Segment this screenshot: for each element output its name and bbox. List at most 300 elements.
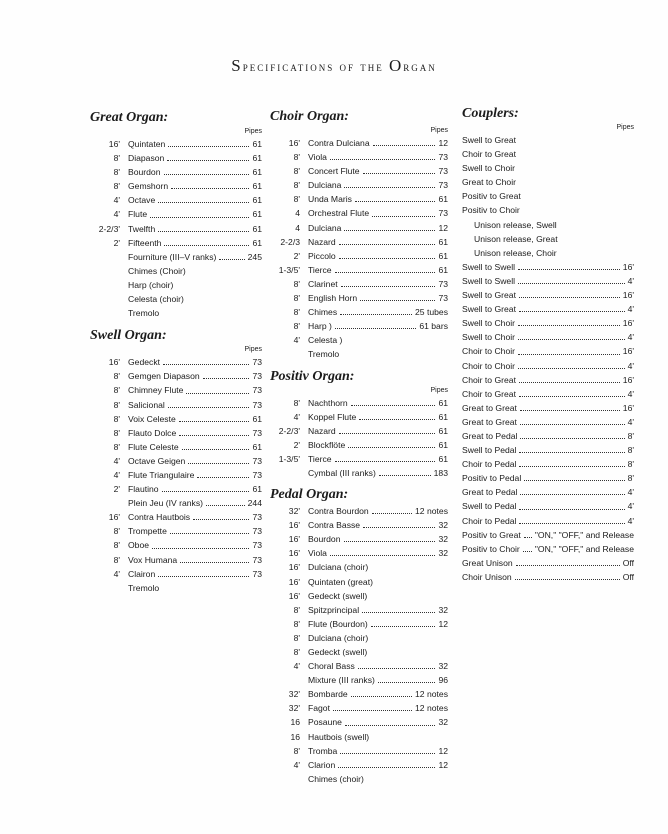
stop-footage: 4	[295, 208, 300, 219]
coupler-row	[462, 189, 634, 203]
stop-row	[90, 567, 262, 581]
stop-row	[270, 546, 448, 560]
coupler-name: Unison release, Great	[474, 233, 558, 244]
couplers-heading: Couplers:	[462, 106, 519, 121]
coupler-value: 16'	[622, 374, 634, 385]
stop-name: Contra Hautbois	[128, 512, 191, 523]
stop-name: Concert Flute	[308, 166, 360, 177]
pipe-count: 73	[252, 357, 262, 368]
dot-leader	[519, 373, 620, 383]
stop-row	[270, 424, 448, 438]
dot-leader	[179, 412, 250, 422]
dot-leader	[519, 443, 624, 453]
stop-row	[270, 518, 448, 532]
pipe-count: 73	[438, 180, 448, 191]
stop-footage: 8'	[293, 293, 300, 304]
stop-footage: 16'	[288, 534, 300, 545]
dot-leader	[360, 291, 435, 301]
stop-name: Flute Triangulaire	[128, 469, 195, 480]
stop-name: Chimney Flute	[128, 385, 184, 396]
stop-footage: 16'	[288, 520, 300, 531]
stop-footage: 8'	[293, 745, 300, 756]
stop-row	[270, 410, 448, 424]
stop-row	[270, 631, 448, 645]
stop-row	[270, 164, 448, 178]
coupler-name: Choir to Pedal	[462, 515, 517, 526]
stop-name: Viola	[308, 152, 327, 163]
stop-name: Blockflöte	[308, 439, 346, 450]
coupler-name: Swell to Choir	[462, 318, 516, 329]
pipe-count: 73	[252, 512, 262, 523]
pipe-count: 61	[252, 413, 262, 424]
stop-footage: 16'	[108, 512, 120, 523]
stop-name: Tremolo	[308, 349, 340, 360]
right-column	[462, 105, 634, 584]
stop-footage: 8'	[293, 632, 300, 643]
stop-row	[90, 278, 262, 292]
stop-footage	[90, 306, 120, 320]
stop-footage: 8'	[293, 397, 300, 408]
dot-leader	[162, 482, 250, 492]
dot-leader	[330, 150, 435, 160]
pipe-count: 32	[438, 604, 448, 615]
stop-name: Trompette	[128, 526, 167, 537]
stop-footage: 8'	[293, 180, 300, 191]
dot-leader	[197, 468, 249, 478]
stop-row	[90, 412, 262, 426]
stop-footage: 8'	[113, 371, 120, 382]
stop-footage: 16'	[288, 576, 300, 587]
stop-row	[270, 347, 448, 361]
stop-row	[90, 454, 262, 468]
stop-name: Unda Maris	[308, 194, 352, 205]
stop-row	[90, 369, 262, 383]
coupler-row	[462, 344, 634, 358]
coupler-value: "ON," "OFF," and Release	[534, 543, 634, 554]
stop-row	[90, 538, 262, 552]
pipes-label: Pipes	[430, 386, 448, 394]
stop-footage	[90, 581, 120, 595]
stop-row	[90, 496, 262, 510]
stop-footage	[90, 264, 120, 278]
stop-footage: 8'	[113, 554, 120, 565]
stop-footage: 8'	[293, 194, 300, 205]
stop-name: Tremolo	[128, 582, 160, 593]
coupler-name: Swell to Great	[462, 304, 516, 315]
pipe-count: 61	[438, 439, 448, 450]
stop-row	[270, 178, 448, 192]
pipes-label: Pipes	[244, 128, 262, 135]
pipe-count: 61	[438, 250, 448, 261]
coupler-row	[462, 556, 634, 570]
coupler-value: 16'	[622, 318, 634, 329]
pipe-count: 73	[438, 152, 448, 163]
stop-name: Koppel Flute	[308, 411, 357, 422]
stop-name: Octave	[128, 195, 156, 206]
coupler-value: 4'	[627, 501, 634, 512]
dot-leader	[359, 410, 435, 420]
dot-leader	[344, 532, 436, 542]
pipe-count: 73	[252, 540, 262, 551]
dot-leader	[518, 316, 620, 326]
pipe-count: 61	[252, 167, 262, 178]
pipe-count: 12	[438, 618, 448, 629]
coupler-value: 4'	[627, 360, 634, 371]
stop-row	[270, 673, 448, 687]
dot-leader	[345, 715, 436, 725]
dot-leader	[344, 178, 435, 188]
stop-name: Fifteenth	[128, 237, 162, 248]
pipe-count: 73	[252, 526, 262, 537]
stop-footage: 16'	[288, 548, 300, 559]
stop-name: Bourdon	[308, 534, 341, 545]
positiv-organ-list	[270, 396, 448, 481]
stop-name: Tierce	[308, 264, 332, 275]
pipes-label: Pipes	[430, 127, 448, 134]
stop-row	[90, 137, 262, 151]
dot-leader	[519, 499, 624, 509]
stop-row	[270, 617, 448, 631]
couplers-list	[462, 133, 634, 584]
stop-footage: 16'	[288, 562, 300, 573]
stop-name: Plein Jeu (IV ranks)	[128, 498, 203, 509]
dot-leader	[341, 277, 436, 287]
dot-leader	[339, 424, 436, 434]
choir-organ-section	[270, 108, 448, 362]
stop-footage: 2-2/3'	[98, 223, 120, 234]
stop-name: Gemgen Diapason	[128, 371, 200, 382]
pipe-count: 61	[438, 411, 448, 422]
dot-leader	[180, 553, 249, 563]
stop-name: Contra Basse	[308, 520, 361, 531]
stop-footage	[90, 278, 120, 292]
coupler-value: 8'	[627, 459, 634, 470]
stop-name: Dulciana	[308, 222, 342, 233]
coupler-name: Choir to Pedal	[462, 459, 517, 470]
coupler-row	[462, 218, 634, 232]
dot-leader	[339, 235, 436, 245]
pipe-count: 12 notes	[415, 703, 448, 714]
dot-leader	[519, 457, 624, 467]
coupler-value: Off	[622, 571, 634, 582]
pipe-count: 32	[438, 520, 448, 531]
coupler-value: Off	[622, 557, 634, 568]
stop-footage: 8'	[113, 385, 120, 396]
stop-name: Clarinet	[308, 278, 338, 289]
stop-footage: 8'	[113, 153, 120, 164]
stop-footage: 8'	[113, 441, 120, 452]
coupler-name: Great Unison	[462, 557, 513, 568]
stop-row	[270, 305, 448, 319]
dot-leader	[340, 305, 412, 315]
dot-leader	[373, 136, 436, 146]
stop-name: Piccolo	[308, 250, 336, 261]
stop-footage: 8'	[293, 604, 300, 615]
dot-leader	[518, 359, 625, 369]
coupler-name: Great to Great	[462, 402, 517, 413]
title-part-1: pecifications of the	[242, 59, 389, 74]
dot-leader	[158, 193, 249, 203]
dot-leader	[520, 429, 624, 439]
dot-leader	[363, 518, 435, 528]
coupler-name: Positiv to Pedal	[462, 473, 522, 484]
pedal-organ-section	[270, 486, 448, 786]
coupler-value: 16'	[622, 402, 634, 413]
dot-leader	[371, 617, 436, 627]
stop-row	[270, 603, 448, 617]
stop-footage	[270, 772, 300, 786]
dot-leader	[372, 504, 412, 514]
coupler-name: Unison release, Swell	[474, 219, 557, 230]
stop-footage: 8'	[113, 427, 120, 438]
stop-footage: 16'	[288, 138, 300, 148]
stop-name: Voix Celeste	[128, 413, 176, 424]
pipe-count: 61	[252, 237, 262, 248]
great-organ-list	[90, 137, 262, 320]
coupler-value: 8'	[627, 430, 634, 441]
stop-footage	[270, 466, 300, 480]
dot-leader	[379, 466, 431, 476]
stop-footage: 8'	[113, 540, 120, 551]
stop-row	[90, 165, 262, 179]
pipe-count: 61	[252, 181, 262, 192]
stop-footage: 2'	[293, 439, 300, 450]
dot-leader	[335, 263, 436, 273]
stop-row	[90, 222, 262, 236]
stop-row	[270, 438, 448, 452]
dot-leader	[518, 274, 625, 284]
coupler-value: "ON," "OFF," and Release	[534, 529, 634, 540]
page-title	[0, 56, 668, 76]
dot-leader	[519, 387, 625, 397]
coupler-row	[462, 542, 634, 556]
stop-name: Dulciana (choir)	[308, 632, 369, 643]
stop-name: Twelfth	[128, 223, 156, 234]
coupler-name: Great to Choir	[462, 177, 516, 188]
dot-leader	[335, 319, 416, 329]
stop-name: Contra Dulciana	[308, 138, 370, 148]
stop-row	[90, 179, 262, 193]
coupler-name: Swell to Choir	[462, 163, 516, 174]
dot-leader	[170, 524, 250, 534]
stop-row	[270, 333, 448, 347]
coupler-name: Positiv to Choir	[462, 543, 520, 554]
stop-name: Spitzprincipal	[308, 604, 360, 615]
stop-row	[90, 207, 262, 221]
stop-footage: 4'	[113, 195, 120, 206]
swell-organ-section	[90, 327, 262, 595]
choir-organ-list	[270, 136, 448, 362]
coupler-row	[462, 415, 634, 429]
stop-row	[90, 236, 262, 250]
pipe-count: 73	[438, 166, 448, 177]
dot-leader	[179, 426, 249, 436]
stop-row	[90, 482, 262, 496]
stop-row	[270, 744, 448, 758]
pipe-count: 73	[252, 385, 262, 396]
pipe-count: 12	[438, 759, 448, 770]
dot-leader	[219, 250, 244, 260]
pipe-count: 25 tubes	[415, 307, 448, 318]
stop-footage: 2'	[293, 250, 300, 261]
dot-leader	[358, 659, 436, 669]
dot-leader	[188, 454, 249, 464]
stop-row	[270, 466, 448, 480]
dot-leader	[520, 485, 624, 495]
pedal-organ-list	[270, 504, 448, 786]
stop-name: Mixture (III ranks)	[308, 675, 375, 686]
dot-leader	[518, 330, 625, 340]
coupler-row	[462, 457, 634, 471]
great-organ-heading: Great Organ:	[90, 110, 169, 125]
coupler-row	[462, 246, 634, 260]
stop-footage: 8'	[293, 618, 300, 629]
stop-footage: 2'	[113, 237, 120, 248]
stop-name: Oboe	[128, 540, 150, 551]
dot-leader	[164, 165, 250, 175]
dot-leader	[351, 687, 412, 697]
stop-footage: 8'	[293, 647, 300, 657]
dot-leader	[519, 302, 625, 312]
swell-organ-list	[90, 355, 262, 595]
couplers-section	[462, 105, 634, 584]
dot-leader	[519, 514, 624, 524]
stop-row	[90, 193, 262, 207]
dot-leader	[518, 344, 620, 354]
coupler-name: Choir to Great	[462, 374, 516, 385]
stop-row	[270, 291, 448, 305]
stop-row	[270, 589, 448, 603]
coupler-row	[462, 429, 634, 443]
coupler-value: 8'	[627, 473, 634, 484]
pipe-count: 73	[438, 208, 448, 219]
stop-name: Nazard	[308, 425, 336, 436]
stop-row	[90, 383, 262, 397]
coupler-name: Swell to Swell	[462, 275, 516, 286]
stop-row	[270, 221, 448, 235]
pipe-count: 32	[438, 717, 448, 728]
pipe-count: 12 notes	[415, 506, 448, 517]
coupler-row	[462, 471, 634, 485]
dot-leader	[182, 440, 250, 450]
coupler-row	[462, 514, 634, 528]
dot-leader	[355, 192, 435, 202]
coupler-name: Positiv to Great	[462, 191, 521, 202]
dot-leader	[515, 570, 620, 580]
stop-row	[270, 150, 448, 164]
pipe-count: 96	[438, 675, 448, 686]
stop-row	[90, 426, 262, 440]
dot-leader	[193, 510, 249, 520]
pipe-count: 73	[438, 278, 448, 289]
coupler-row	[462, 260, 634, 274]
dot-leader	[339, 249, 436, 259]
pipe-count: 61	[252, 223, 262, 234]
pipe-count: 73	[252, 469, 262, 480]
choir-organ-heading: Choir Organ:	[270, 109, 349, 124]
coupler-name: Unison release, Choir	[474, 247, 557, 258]
stop-footage: 2'	[113, 484, 120, 495]
dot-leader	[338, 758, 435, 768]
pipe-count: 12	[438, 222, 448, 233]
dot-leader	[372, 206, 435, 216]
stop-name: Quintaten	[128, 139, 166, 149]
dot-leader	[520, 401, 620, 411]
stop-row	[270, 687, 448, 701]
coupler-row	[462, 373, 634, 387]
stop-name: Flautino	[128, 484, 159, 495]
coupler-name: Great to Great	[462, 416, 517, 427]
coupler-row	[462, 288, 634, 302]
dot-leader	[171, 179, 249, 189]
stop-row	[270, 277, 448, 291]
stop-footage: 1-3/5'	[278, 264, 300, 275]
stop-name: Viola	[308, 548, 327, 559]
title-initial-o: O	[388, 56, 404, 75]
dot-leader	[167, 151, 249, 161]
pipe-count: 32	[438, 661, 448, 672]
stop-footage: 8'	[113, 181, 120, 192]
dot-leader	[519, 288, 620, 298]
stop-name: Orchestral Flute	[308, 208, 370, 219]
dot-leader	[186, 383, 249, 393]
pipe-count: 32	[438, 548, 448, 559]
stop-name: Clairon	[128, 568, 156, 579]
stop-row	[90, 468, 262, 482]
positiv-organ-section	[270, 368, 448, 481]
pipe-count: 61 bars	[419, 321, 448, 332]
dot-leader	[348, 438, 435, 448]
stop-name: Gedeckt (swell)	[308, 590, 368, 601]
stop-footage: 1-3/5'	[278, 453, 300, 464]
stop-footage	[90, 496, 120, 510]
stop-row	[90, 440, 262, 454]
coupler-name: Swell to Choir	[462, 332, 516, 343]
pipe-count: 61	[252, 195, 262, 206]
coupler-name: Swell to Swell	[462, 261, 516, 272]
coupler-name: Swell to Pedal	[462, 445, 517, 456]
stop-name: Diapason	[128, 153, 165, 164]
stop-name: Posaune	[308, 717, 342, 728]
stop-footage: 4'	[293, 335, 300, 346]
coupler-name: Positiv to Choir	[462, 205, 520, 216]
stop-name: Fourniture (III–V ranks)	[128, 251, 217, 262]
stop-name: Hautbois (swell)	[308, 731, 370, 742]
stop-footage: 8'	[293, 278, 300, 289]
coupler-name: Great to Pedal	[462, 430, 518, 441]
stop-name: Tierce	[308, 453, 332, 464]
stop-row	[270, 249, 448, 263]
pipe-count: 183	[433, 467, 448, 478]
stop-name: Flauto Dolce	[128, 427, 177, 438]
dot-leader	[362, 603, 435, 613]
coupler-row	[462, 485, 634, 499]
pipes-label: Pipes	[244, 346, 262, 354]
dot-leader	[203, 369, 250, 379]
coupler-name: Positiv to Great	[462, 529, 521, 540]
stop-footage: 4	[295, 222, 300, 233]
dot-leader	[163, 355, 249, 365]
stop-row	[90, 553, 262, 567]
coupler-row	[462, 499, 634, 513]
coupler-row	[462, 443, 634, 457]
coupler-row	[462, 175, 634, 189]
pipe-count: 61	[438, 425, 448, 436]
stop-footage	[270, 673, 300, 687]
pipe-count: 61	[252, 441, 262, 452]
stop-row	[270, 645, 448, 659]
coupler-value: 16'	[622, 346, 634, 357]
